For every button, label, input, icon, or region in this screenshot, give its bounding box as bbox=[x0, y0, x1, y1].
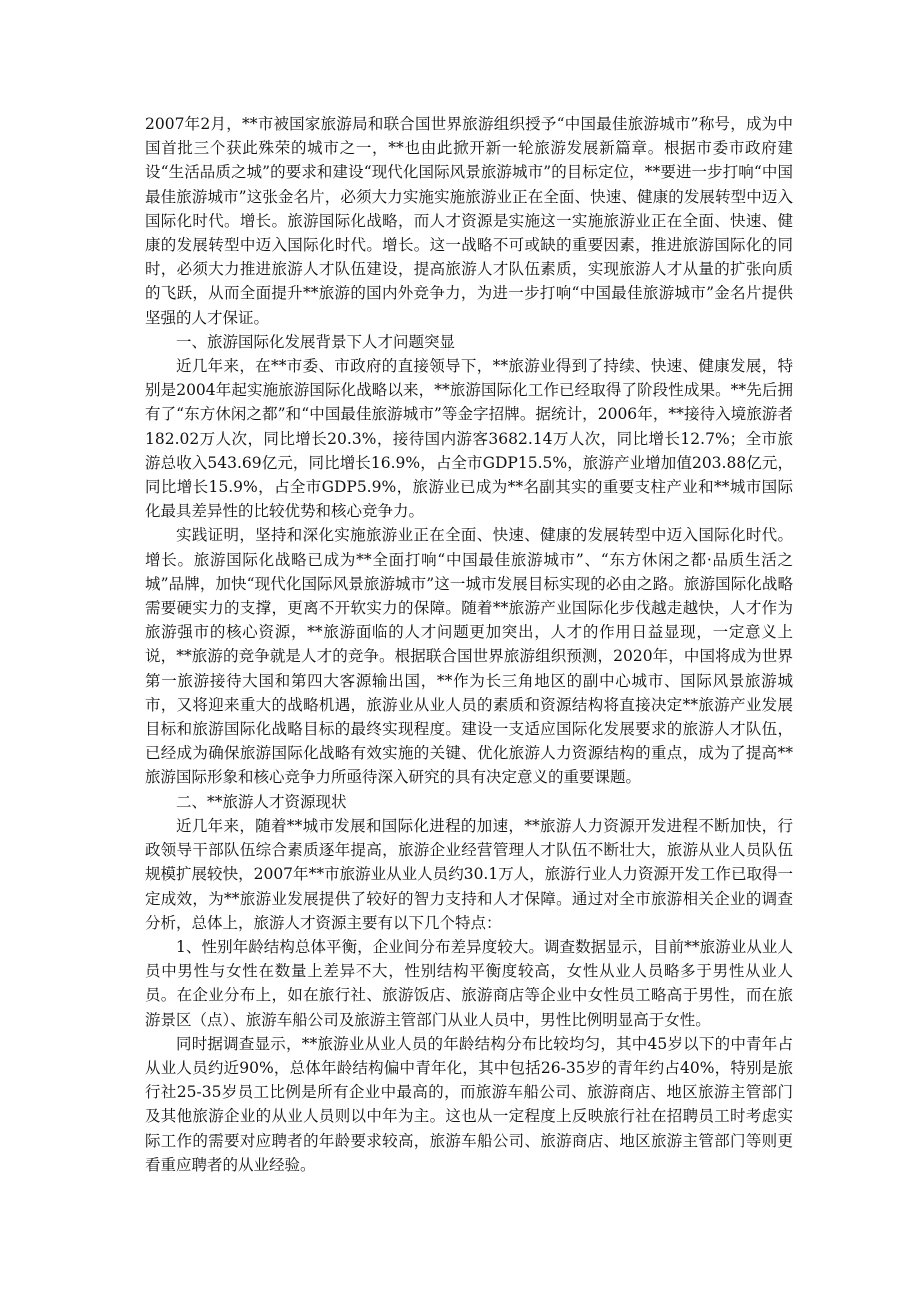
section-heading-2: 二、**旅游人才资源现状 bbox=[176, 792, 347, 811]
body-paragraph: 近几年来，随着**城市发展和国际化进程的加速，**旅游人力资源开发进程不断加快，行政领导干部队伍综合素质逐年提高，旅游企业经营管理人才队伍不断壮大，旅游从业人员队伍规模扩展较快，2007年**市旅游业从业人员约30.1万人，旅游行业人力资源开发工作已取得一定成效，为**旅游业发展提供了较好的智力支持和人才保障。通过对全市旅游相关企业的调查分析，总体上，旅游人才资源主要有以下几个特点： bbox=[145, 816, 793, 932]
body-paragraph: 近几年来，在**市委、市政府的直接领导下，**旅游业得到了持续、快速、健康发展，特别是2004年起实施旅游国际化战略以来，**旅游国际化工作已经取得了阶段性成果。**先后拥有了“东方休闲之都”和“中国最佳旅游城市”等金字招牌。据统计，2006年，**接待入境旅游者182.02万人次，同比增长20.3%，接待国内游客3682.14万人次，同比增长12.7%；全市旅游总收入543.69亿元，同比增长16.9%，占全市GDP15.5%，旅游产业增加值203.88亿元，同比增长15.9%，占全市GDP5.9%，旅游业已成为**名副其实的重要支柱产业和**城市国际化最具差异性的比较优势和核心竞争力。 bbox=[145, 357, 793, 521]
intro-paragraph: 2007年2月，**市被国家旅游局和联合国世界旅游组织授予“中国最佳旅游城市”称号，成为中国首批三个获此殊荣的城市之一，**也由此掀开新一轮旅游发展新篇章。根据市委市政府建设“生活品质之城”的要求和建设“现代化国际风景旅游城市”的目标定位，**要进一步打响“中国最佳旅游城市”这张金名片，必须大力实施实施旅游业正在全面、快速、健康的发展转型中迈入国际化时代。增长。旅游国际化战略，而人才资源是实施这一实施旅游业正在全面、快速、健康的发展转型中迈入国际化时代。增长。这一战略不可或缺的重要因素，推进旅游国际化的同时，必须大力推进旅游人才队伍建设，提高旅游人才队伍素质，实现旅游人才从量的扩张向质的飞跃，从而全面提升**旅游的国内外竞争力，为进一步打响“中国最佳旅游城市”金名片提供坚强的人才保证。 bbox=[145, 115, 793, 327]
body-paragraph: 同时据调查显示，**旅游业从业人员的年龄结构分布比较均匀，其中45岁以下的中青年占从业人员约近90%，总体年龄结构偏中青年化，其中包括26-35岁的青年约占40%，特别是旅行社25-35岁员工比例是所有企业中最高的，而旅游车船公司、旅游商店、地区旅游主管部门及其他旅游企业的从业人员则以中年为主。这也从一定程度上反映旅行社在招聘员工时考虑实际工作的需要对应聘者的年龄要求较高，旅游车船公司、旅游商店、地区旅游主管部门等则更看重应聘者的从业经验。 bbox=[145, 1034, 793, 1174]
body-paragraph: 1、性别年龄结构总体平衡，企业间分布差异度较大。调查数据显示，目前**旅游业从业人员中男性与女性在数量上差异不大，性别结构平衡度较高，女性从业人员略多于男性从业人员。在企业分布上，如在旅行社、旅游饭店、旅游商店等企业中女性员工略高于男性，而在旅游景区（点）、旅游车船公司及旅游主管部门从业人员中，男性比例明显高于女性。 bbox=[145, 937, 793, 1029]
document-body bbox=[145, 112, 793, 1177]
body-paragraph: 实践证明，坚持和深化实施旅游业正在全面、快速、健康的发展转型中迈入国际化时代。增长。旅游国际化战略已成为**全面打响“中国最佳旅游城市”、“东方休闲之都·品质生活之城”品牌，加快“现代化国际风景旅游城市”这一城市发展目标实现的必由之路。旅游国际化战略需要硬实力的支撑，更离不开软实力的保障。随着**旅游产业国际化步伐越走越快，人才作为旅游强市的核心资源，**旅游面临的人才问题更加突出，人才的作用日益显现，一定意义上说，**旅游的竞争就是人才的竞争。根据联合国世界旅游组织预测，2020年，中国将成为世界第一旅游接待大国和第四大客源输出国，**作为长三角地区的副中心城市、国际风景旅游城市，又将迎来重大的战略机遇，旅游业从业人员的素质和资源结构将直接决定**旅游产业发展目标和旅游国际化战略目标的最终实现程度。建设一支适应国际化发展要求的旅游人才队伍，已经成为确保旅游国际化战略有效实施的关键、优化旅游人力资源结构的重点，成为了提高**旅游国际形象和核心竞争力所亟待深入研究的具有决定意义的重要课题。 bbox=[145, 526, 793, 787]
section-heading-1: 一、旅游国际化发展背景下人才问题突显 bbox=[176, 332, 456, 351]
